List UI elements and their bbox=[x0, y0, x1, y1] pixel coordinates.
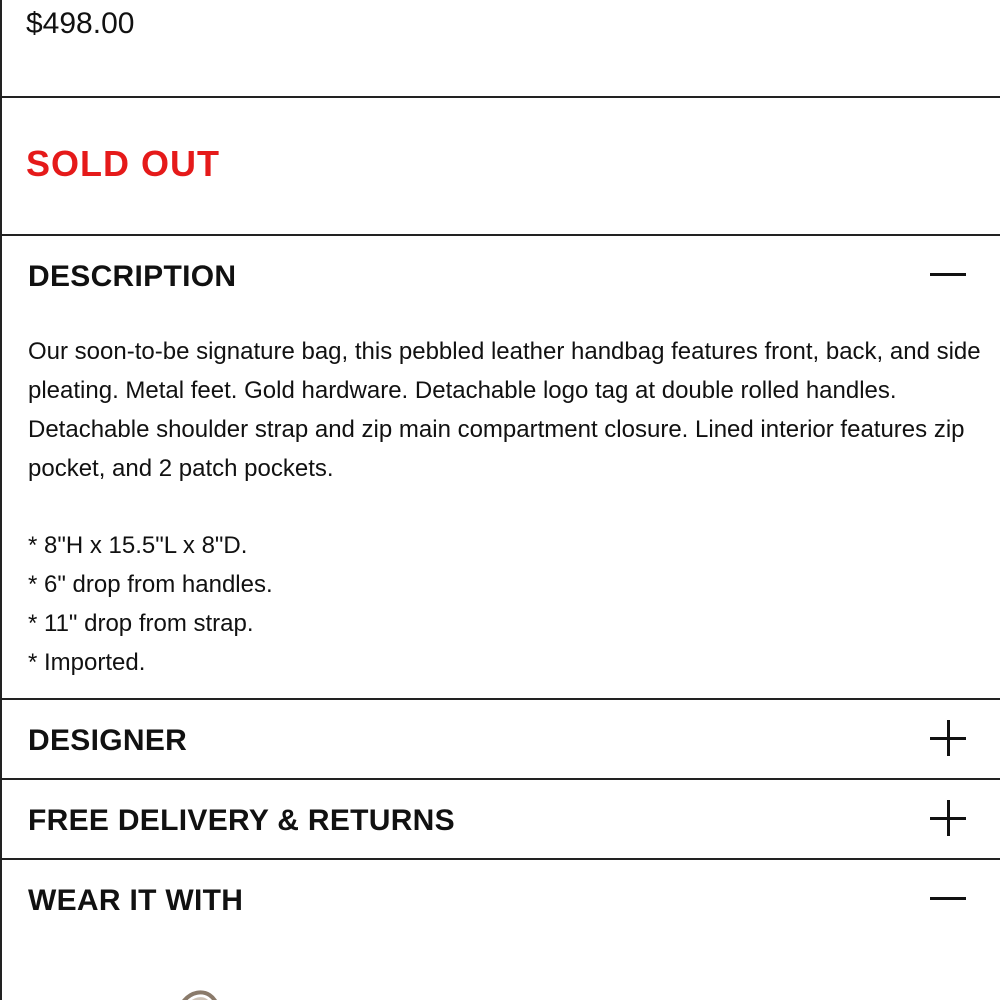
designer-title: DESIGNER bbox=[28, 724, 188, 757]
list-item: * Imported. bbox=[28, 649, 146, 676]
plus-icon[interactable] bbox=[930, 800, 966, 836]
availability-section bbox=[2, 98, 1000, 236]
delivery-returns-title: FREE DELIVERY & RETURNS bbox=[28, 804, 455, 837]
minus-icon[interactable] bbox=[930, 880, 966, 916]
description-title: DESCRIPTION bbox=[28, 260, 237, 293]
product-price: $498.00 bbox=[26, 7, 135, 40]
designer-header[interactable] bbox=[2, 700, 1000, 780]
description-section bbox=[2, 236, 1000, 700]
list-item: * 11" drop from strap. bbox=[28, 610, 254, 637]
price-section bbox=[2, 0, 1000, 98]
description-bullets bbox=[28, 526, 988, 682]
sold-out-label: SOLD OUT bbox=[26, 143, 220, 184]
description-text: Our soon-to-be signature bag, this pebbled leather handbag features front, back, and side pleating. Metal feet. Gold hardware. Detachable logo tag at double rolled handles. Detachable shoulder strap and zip main compartment closure. Lined interior features zip pocket, and 2 patch pockets. bbox=[28, 338, 981, 482]
wear-it-with-section bbox=[2, 860, 1000, 1000]
product-thumbnail-icon[interactable] bbox=[162, 978, 252, 1000]
list-item: * 8"H x 15.5"L x 8"D. bbox=[28, 532, 248, 559]
wear-it-with-title: WEAR IT WITH bbox=[28, 884, 244, 917]
description-header[interactable] bbox=[2, 236, 1000, 316]
description-body bbox=[28, 332, 988, 682]
wear-it-with-header[interactable] bbox=[2, 860, 1000, 940]
delivery-returns-header[interactable] bbox=[2, 780, 1000, 860]
list-item: * 6" drop from handles. bbox=[28, 571, 273, 598]
minus-icon[interactable] bbox=[930, 256, 966, 292]
plus-icon[interactable] bbox=[930, 720, 966, 756]
